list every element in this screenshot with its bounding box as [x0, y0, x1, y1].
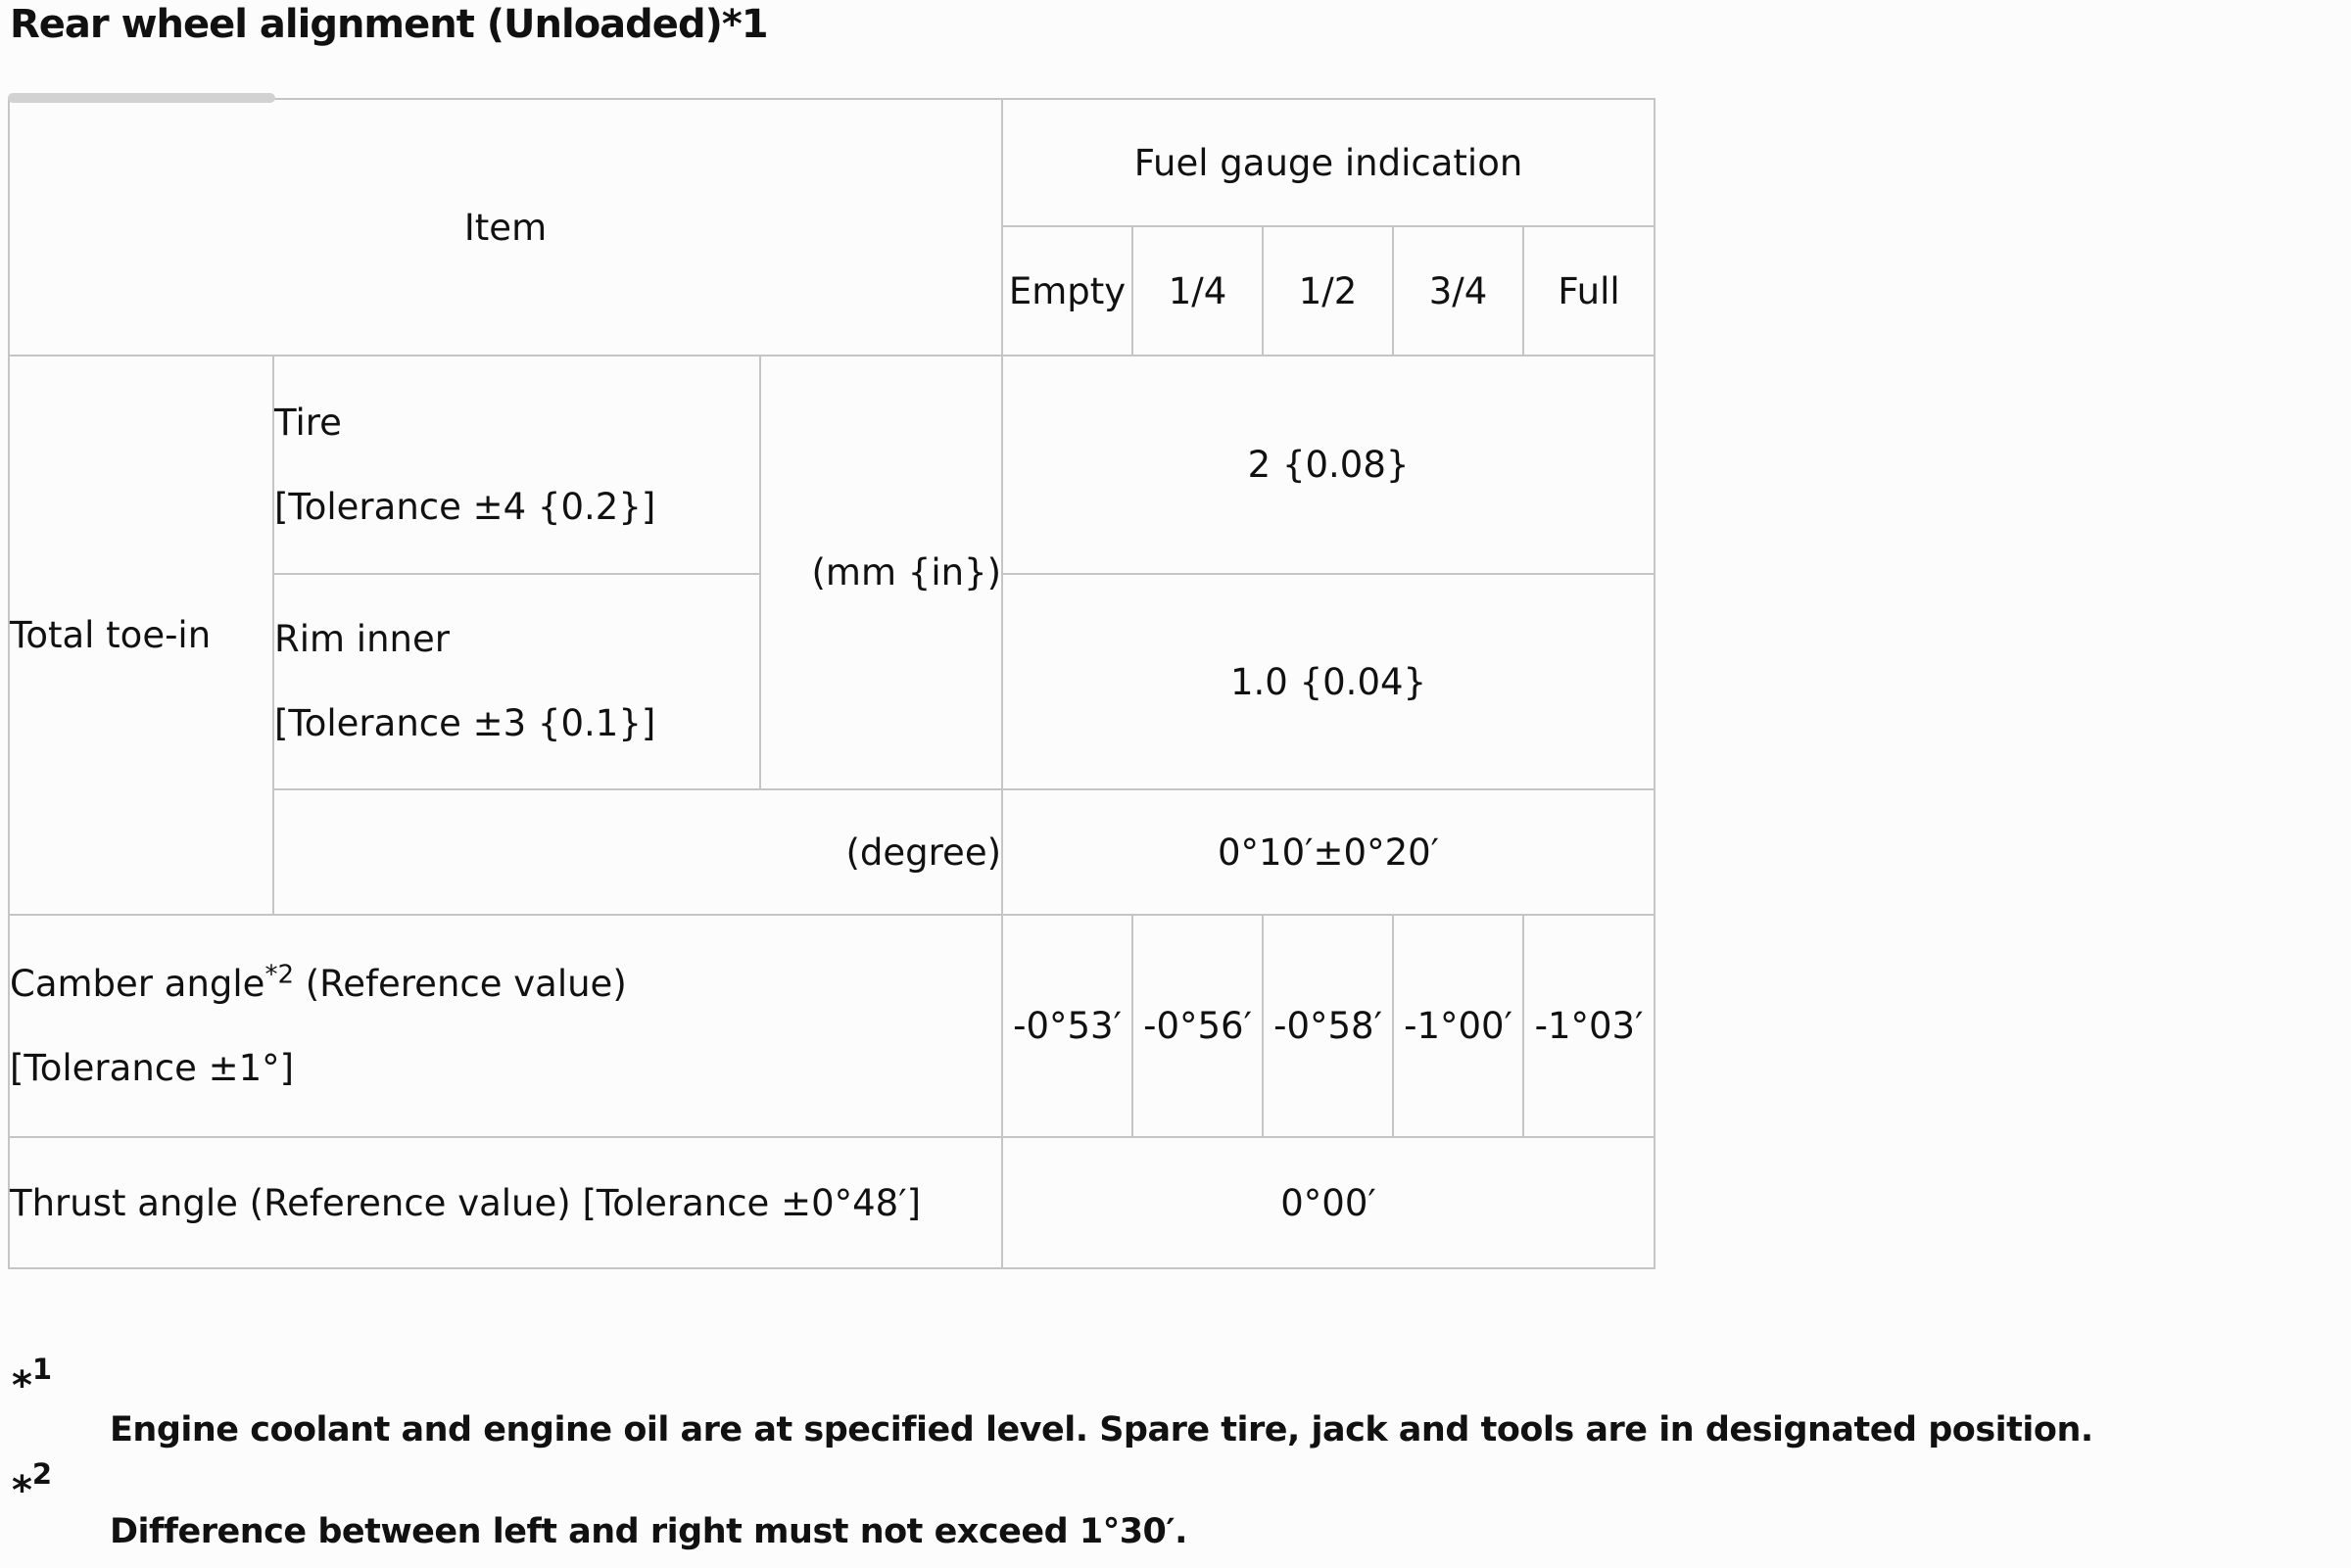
cell-tire-tolerance	[273, 356, 760, 574]
value-camber-threequarter: -1°00′	[1393, 915, 1523, 1137]
footnote-1-marker	[12, 1352, 53, 1408]
footnote-2-number: 2	[31, 1457, 53, 1491]
value-toe-in-tire: 2 {0.08}	[1002, 356, 1655, 574]
row-label-thrust-angle: Thrust angle (Reference value) [Tolerance ±0°48′]	[9, 1137, 1002, 1268]
value-camber-half: -0°58′	[1263, 915, 1393, 1137]
asterisk-icon: *	[12, 1363, 32, 1408]
unit-degree: (degree)	[273, 789, 1002, 915]
header-fuel-gauge-indication: Fuel gauge indication	[1002, 99, 1655, 226]
rim-inner-label: Rim inner	[274, 618, 450, 660]
tire-tolerance: [Tolerance ±4 {0.2}]	[274, 485, 656, 528]
header-fuel-quarter: 1/4	[1132, 226, 1263, 356]
footnote-2-marker	[12, 1456, 53, 1513]
value-camber-empty: -0°53′	[1002, 915, 1132, 1137]
value-toe-in-rim: 1.0 {0.04}	[1002, 574, 1655, 789]
value-toe-in-degree: 0°10′±0°20′	[1002, 789, 1655, 915]
header-fuel-empty: Empty	[1002, 226, 1132, 356]
value-thrust-angle: 0°00′	[1002, 1137, 1655, 1268]
value-camber-quarter: -0°56′	[1132, 915, 1263, 1137]
header-item: Item	[9, 99, 1002, 356]
header-fuel-full: Full	[1523, 226, 1655, 356]
row-label-total-toe-in: Total toe-in	[9, 356, 273, 915]
page-title: Rear wheel alignment (Unloaded)*1	[10, 2, 768, 47]
footnote-1-number: 1	[31, 1353, 53, 1386]
camber-label-rest: (Reference value)	[293, 962, 627, 1005]
value-camber-full: -1°03′	[1523, 915, 1655, 1137]
header-fuel-half: 1/2	[1263, 226, 1393, 356]
camber-label-main: Camber angle	[10, 962, 265, 1005]
asterisk-icon: *	[12, 1468, 32, 1513]
alignment-spec-table	[8, 98, 1655, 1269]
camber-footnote-ref: *2	[264, 960, 294, 990]
table-top-accent-bar	[8, 93, 275, 103]
camber-label-line1	[10, 942, 1001, 1026]
footnote-1-text: Engine coolant and engine oil are at specified level. Spare tire, jack and tools are in designated position.	[110, 1410, 2093, 1449]
row-label-camber-angle	[9, 915, 1002, 1137]
footnote-2-text: Difference between left and right must not exceed 1°30′.	[110, 1512, 1187, 1551]
cell-rim-inner-tolerance	[273, 574, 760, 789]
header-fuel-threequarter: 3/4	[1393, 226, 1523, 356]
unit-mm-in: (mm {in})	[760, 356, 1002, 789]
camber-tolerance: [Tolerance ±1°]	[10, 1046, 295, 1089]
rim-inner-tolerance: [Tolerance ±3 {0.1}]	[274, 702, 656, 744]
tire-label: Tire	[274, 401, 342, 444]
